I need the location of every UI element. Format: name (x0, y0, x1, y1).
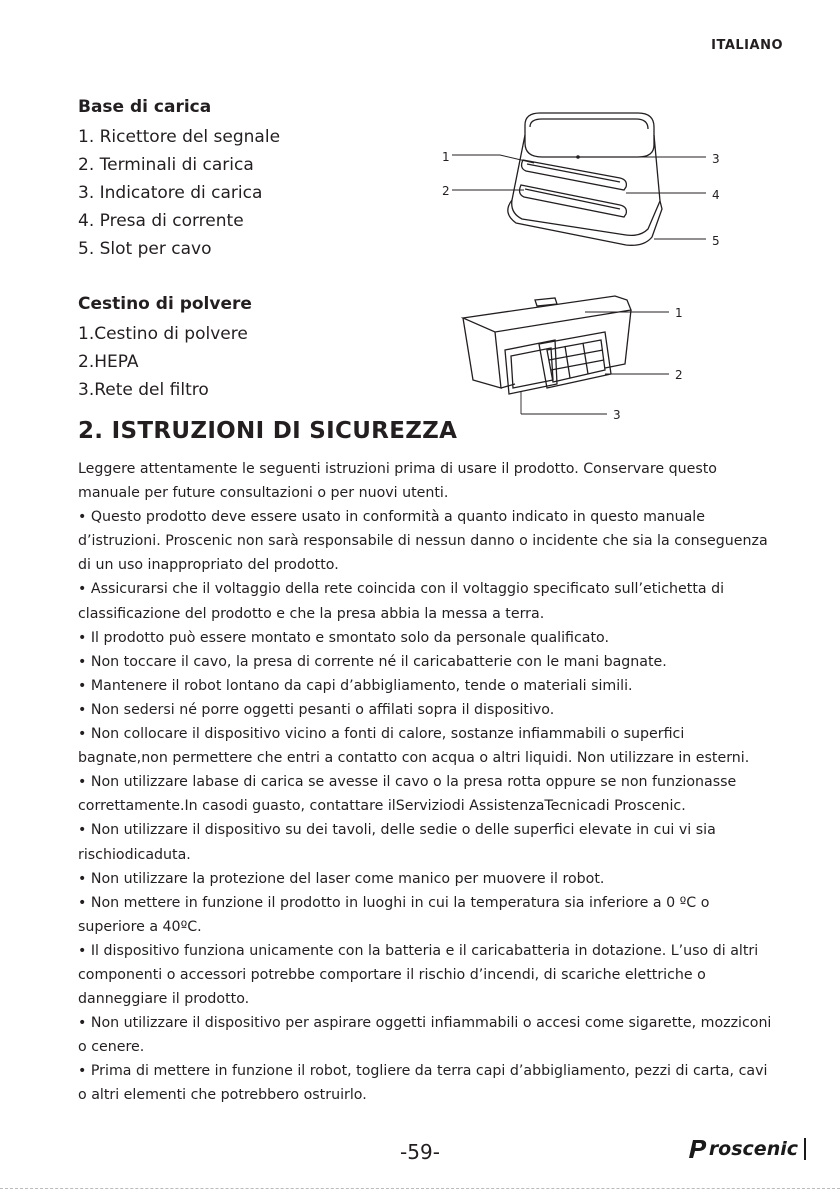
list-item: 3. Indicatore di carica (78, 183, 263, 203)
paragraph: • Non utilizzare labase di carica se avesse il cavo o la presa rotta oppure se non funzionasse correttamente.In casodi guasto, contattare ilServiziodi AssistenzaTecnicadi Proscenic. (78, 774, 737, 815)
callout-3: 3 (613, 408, 621, 422)
list-item: 1.Cestino di polvere (78, 324, 248, 344)
list-item: 2. Terminali di carica (78, 155, 254, 175)
charging-base-list (78, 123, 280, 263)
callout-4: 4 (712, 188, 720, 202)
callout-5: 5 (712, 234, 720, 248)
safety-instructions (78, 457, 772, 1108)
paragraph: • Questo prodotto deve essere usato in conformità a quanto indicato in questo manuale d’istruzioni. Proscenic non sarà responsabile di nessun danno o incidente che sia la conseguenza di un uso inappropriato del prodotto. (78, 509, 768, 574)
paragraph: • Prima di mettere in funzione il robot, togliere da terra capi d’abbigliamento, pezzi di carta, cavi o altri elementi che potrebbero ostruirlo. (78, 1063, 768, 1104)
page-edge (0, 1188, 840, 1189)
paragraph: • Non utilizzare il dispositivo su dei tavoli, delle sedie o delle superfici elevate in cui vi sia rischiodicaduta. (78, 822, 716, 863)
list-item: 5. Slot per cavo (78, 239, 212, 259)
logo-divider (804, 1138, 806, 1160)
paragraph: • Non utilizzare il dispositivo per aspirare oggetti infiammabili o accesi come sigarette, mozziconi o cenere. (78, 1015, 772, 1056)
list-item: 4. Presa di corrente (78, 211, 244, 231)
paragraph: • Assicurarsi che il voltaggio della rete coincida con il voltaggio specificato sull’etichetta di classificazione del prodotto e che la presa abbia la messa a terra. (78, 581, 725, 622)
language-label: ITALIANO (711, 38, 783, 53)
paragraph: • Non utilizzare la protezione del laser come manico per muovere il robot. (78, 870, 605, 887)
paragraph: • Mantenere il robot lontano da capi d’abbigliamento, tende o materiali simili. (78, 677, 633, 694)
brand-name: roscenic (708, 1138, 798, 1160)
paragraph: • Non sedersi né porre oggetti pesanti o affilati sopra il dispositivo. (78, 701, 555, 718)
callout-1: 1 (442, 150, 450, 164)
section-title: 2. ISTRUZIONI DI SICUREZZA (78, 418, 458, 444)
paragraph: • Non mettere in funzione il prodotto in luoghi in cui la temperatura sia inferiore a 0 ºC o superiore a 40ºC. (78, 894, 710, 935)
page-number: -59- (400, 1140, 440, 1164)
list-item: 2.HEPA (78, 352, 139, 372)
proscenic-logo-icon (686, 1138, 708, 1160)
callout-2: 2 (675, 368, 683, 382)
callout-2: 2 (442, 184, 450, 198)
charging-base-heading: Base di carica (78, 97, 212, 117)
paragraph: • Il dispositivo funziona unicamente con la batteria e il caricabatteria in dotazione. L’uso di altri componenti o accessori potrebbe comportare il rischio d’incendi, di scariche elettriche o danneggiare il prodotto. (78, 942, 759, 1008)
brand-logo (686, 1138, 806, 1160)
dustbin-illustration (455, 288, 695, 428)
paragraph: • Il prodotto può essere montato e smontato solo da personale qualificato. (78, 629, 609, 646)
paragraph: • Non toccare il cavo, la presa di corrente né il caricabatterie con le mani bagnate. (78, 653, 667, 670)
callout-3: 3 (712, 152, 720, 166)
dustbin-heading: Cestino di polvere (78, 294, 252, 314)
list-item: 3.Rete del filtro (78, 380, 209, 400)
dustbin-list (78, 320, 248, 404)
callout-1: 1 (675, 306, 683, 320)
list-item: 1. Ricettore del segnale (78, 127, 281, 147)
charging-base-illustration (430, 105, 730, 265)
paragraph: • Non collocare il dispositivo vicino a fonti di calore, sostanze infiammabili o superfici bagnate,non permettere che entri a contatto con acqua o altri liquidi. Non utilizzare in esterni. (78, 726, 750, 767)
paragraph: Leggere attentamente le seguenti istruzioni prima di usare il prodotto. Conservare questo manuale per future consultazioni o per nuovi utenti. (78, 461, 717, 502)
